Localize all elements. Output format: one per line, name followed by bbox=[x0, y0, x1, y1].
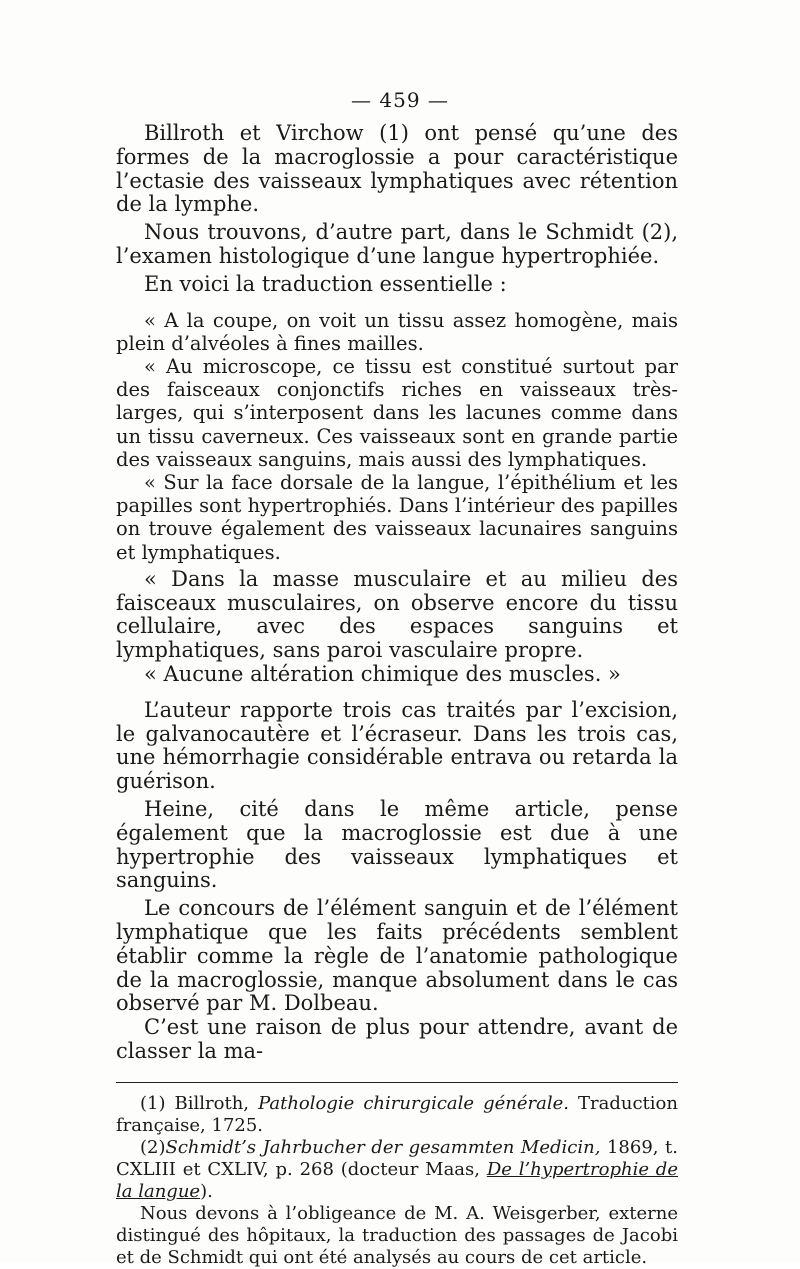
quote-muscles: « Aucune altération chimique des muscles. » bbox=[144, 662, 621, 686]
body-text bbox=[116, 122, 678, 1269]
footnote-2-end: ). bbox=[200, 1180, 213, 1202]
quote-masse-musculaire: « Dans la masse musculaire et au milieu des faisceaux musculaires, on observe encore du tissu cellulaire, avec des espaces sanguins et lymphatiques, sans paroi vasculaire propre. bbox=[116, 566, 678, 663]
paragraph-raison: C’est une raison de plus pour attendre, avant de classer la ma- bbox=[116, 1015, 678, 1063]
footnote-acknowledgement: Nous devons à l’obligeance de M. A. Weisgerber, externe distingué des hôpitaux, la traduction des passages de Jacobi et de Schmidt qui ont été analysés au cours de cet article. bbox=[116, 1202, 678, 1268]
paragraph-translation-intro: En voici la traduction essentielle : bbox=[144, 271, 507, 296]
footnote-1-author: Billroth, bbox=[174, 1092, 250, 1114]
paragraph-schmidt: Nous trouvons, d’autre part, dans le Schmidt (2), l’examen histologique d’une langue hypertrophiée. bbox=[116, 220, 678, 268]
footnote-2-marker: (2) bbox=[140, 1136, 166, 1158]
paragraph-billroth-virchow: Billroth et Virchow (1) ont pensé qu’une des formes de la macroglossie a pour caractéristique l’ectasie des vaisseaux lymphatiques avec rétention de la lymphe. bbox=[116, 121, 678, 217]
quote-coupe: « A la coupe, on voit un tissu assez homogène, mais plein d’alvéoles à fines mailles. bbox=[116, 308, 678, 355]
footnote-1-rest: Traduction française, 1725. bbox=[116, 1092, 678, 1136]
footnote-2 bbox=[116, 1137, 678, 1203]
footnotes bbox=[116, 1093, 678, 1269]
quote-face-dorsale: « Sur la face dorsale de la langue, l’épithélium et les papilles sont hypertrophiés. Dans l’intérieur des papilles on trouve également des vaisseaux lacunaires sanguins et lymphatiques. bbox=[116, 471, 678, 564]
footnote-2-page: p. 268 (docteur Maas, bbox=[275, 1158, 480, 1180]
footnote-separator bbox=[116, 1082, 678, 1083]
paragraph-heine: Heine, cité dans le même article, pense également que la macroglossie est due à une hypertrophie des vaisseaux lymphatiques et sanguins. bbox=[116, 796, 678, 893]
footnote-2-details: 1869, t. CXLIII et CXLIV, bbox=[116, 1136, 678, 1180]
paragraph-concours: Le concours de l’élément sanguin et de l’élément lymphatique que les faits précédents semblent établir comme la règle de l’anatomie pathologique de la macroglossie, manque absolument dans le cas observé par M. Dolbeau. bbox=[116, 896, 678, 1016]
footnote-2-journal: Schmidt’s Jahrbucher der gesammten Medicin, bbox=[165, 1136, 601, 1158]
paragraph-auteur: L’auteur rapporte trois cas traités par l’excision, le galvanocautère et l’écraseur. Dans les trois cas, une hémorrhagie considérable entrava ou retarda la guérison. bbox=[116, 697, 678, 794]
footnote-1-title: Pathologie chirurgicale générale. bbox=[258, 1092, 569, 1114]
quote-microscope: « Au microscope, ce tissu est constitué surtout par des faisceaux conjonctifs riches en vaisseaux très-larges, qui s’interposent dans les lacunes comme dans un tissu caverneux. Ces vaisseaux sont en grande partie des vaisseaux sanguins, mais aussi des lymphatiques. bbox=[116, 354, 678, 471]
footnote-2-article: De l’hypertrophie de la langue bbox=[116, 1158, 678, 1202]
footnote-1 bbox=[116, 1093, 678, 1137]
page-number: — 459 — bbox=[351, 88, 449, 112]
footnote-1-marker: (1) bbox=[140, 1092, 166, 1114]
